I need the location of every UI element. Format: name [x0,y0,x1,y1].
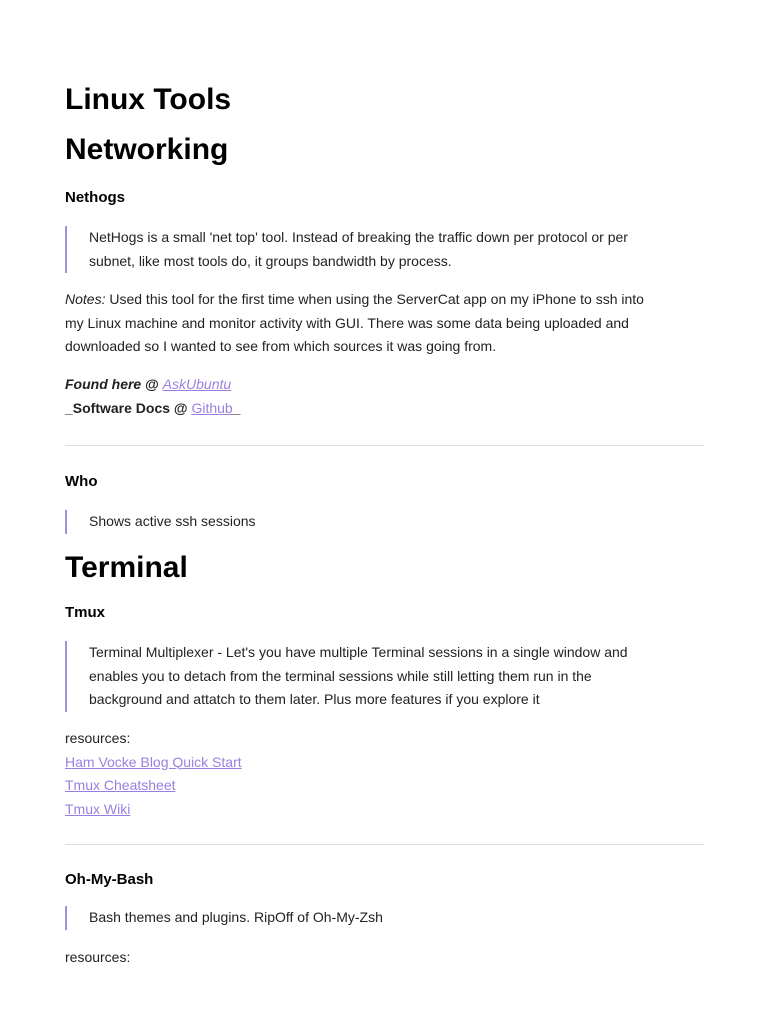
resource-link-row [65,798,704,822]
resource-link-row [65,774,704,798]
resources-tmux [65,727,704,821]
tmux-cheatsheet-link[interactable]: Tmux Cheatsheet [65,777,176,793]
ham-vocke-blog-link[interactable]: Ham Vocke Blog Quick Start [65,753,242,770]
subheading-who: Who [65,473,98,490]
found-here-at: @ [141,376,163,392]
notes-line [65,288,704,312]
notes-label: Notes: [65,291,106,307]
blockquote-who [65,510,704,534]
blockquote-line: Shows active ssh sessions [89,513,256,529]
page-title: Linux Tools [65,83,232,116]
subheading-oh-my-bash: Oh-My-Bash [65,871,154,888]
section-heading-terminal: Terminal [65,551,188,584]
section-heading-networking: Networking [65,133,229,166]
blockquote-line: enables you to detach from the terminal sessions while still letting them run in the [89,667,592,684]
blockquote-line: background and attatch to them later. Plus more features if you explore it [89,691,540,707]
blockquote-nethogs [65,226,704,273]
blockquote-line: NetHogs is a small 'net top' tool. Instead of breaking the traffic down per protocol or per [89,229,628,245]
tmux-wiki-link[interactable]: Tmux Wiki [65,800,131,817]
subheading-nethogs: Nethogs [65,189,125,206]
blockquote-tmux [65,641,704,712]
blockquote-line: Bash themes and plugins. RipOff of Oh-My-Zsh [89,909,383,925]
resources-label: resources: [65,730,131,746]
resources-oh-my-bash [65,946,704,970]
askubuntu-link[interactable]: AskUbuntu [162,376,232,392]
notes-text: Used this tool for the first time when using the ServerCat app on my iPhone to ssh into [105,291,644,307]
subheading-tmux: Tmux [65,604,106,621]
notes-line: downloaded so I wanted to see from which sources it was going from. [65,338,497,354]
resource-link-row [65,751,704,775]
blockquote-oh-my-bash [65,906,704,930]
blockquote-line: subnet, like most tools do, it groups bandwidth by process. [89,252,452,269]
resources-label: resources: [65,949,131,965]
found-here-line [65,373,704,397]
software-docs-line [65,397,704,421]
notes-paragraph [65,288,704,359]
github-link[interactable]: Github [191,399,233,416]
notes-line: my Linux machine and monitor activity with GUI. There was some data being uploaded and [65,314,629,331]
blockquote-line: Terminal Multiplexer - Let's you have multiple Terminal sessions in a single window and [89,644,628,660]
found-here-label: Found here [65,376,142,392]
software-docs-label: _Software Docs @ [65,399,192,416]
divider [65,445,704,446]
links-paragraph-nethogs [65,373,704,420]
software-docs-trail: _ [232,399,241,416]
divider [65,844,704,845]
